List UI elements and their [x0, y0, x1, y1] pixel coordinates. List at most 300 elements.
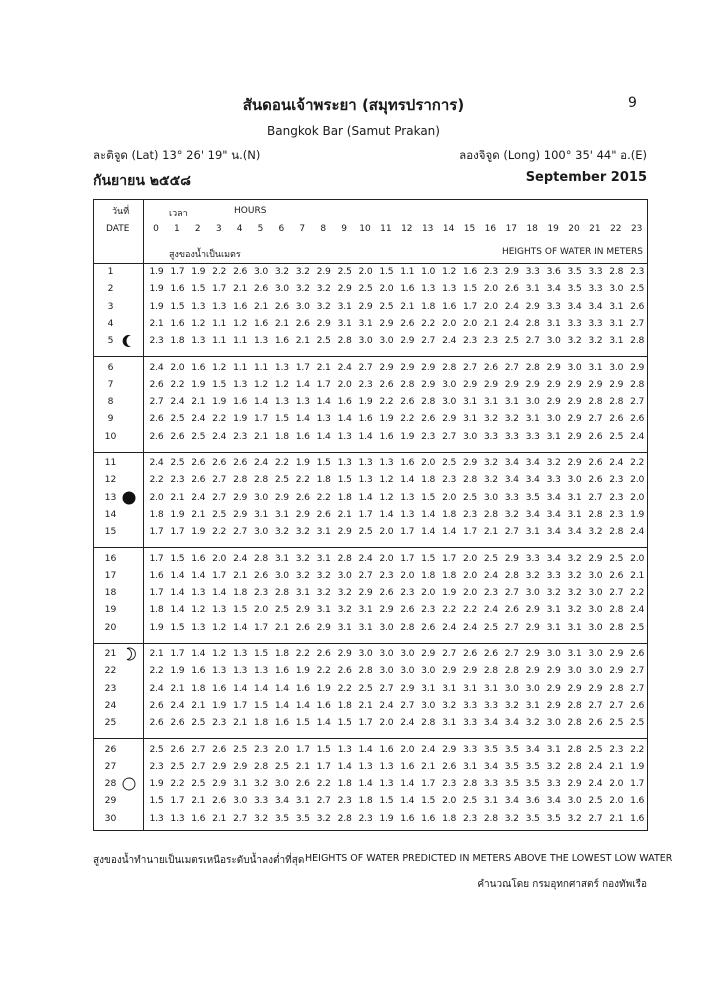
height-cell: 2.8: [525, 361, 540, 373]
height-cell: 2.4: [379, 699, 394, 711]
height-cell: 3.0: [546, 335, 561, 347]
height-cell: 2.2: [630, 743, 645, 755]
height-cell: 2.5: [337, 266, 352, 277]
height-cell: 1.5: [170, 621, 185, 633]
moon-first-quarter-icon: [122, 647, 136, 661]
height-cell: 2.3: [421, 430, 436, 442]
height-cell: 1.7: [400, 552, 415, 564]
height-cell: 2.1: [149, 648, 164, 659]
date-cell: 12: [104, 474, 117, 486]
height-cell: 3.3: [253, 795, 268, 807]
height-cell: 1.3: [191, 621, 206, 633]
height-cell: 1.3: [149, 812, 164, 824]
date-cell: 28: [104, 778, 117, 790]
height-cell: 3.3: [546, 569, 561, 581]
height-cell: 3.0: [253, 526, 268, 538]
height-cell: 2.5: [191, 430, 206, 442]
height-cell: 1.9: [233, 413, 248, 425]
height-cell: 3.2: [546, 457, 561, 468]
height-cell: 1.6: [274, 335, 289, 347]
height-cell: 3.4: [546, 552, 561, 564]
height-cell: 3.2: [504, 413, 519, 425]
height-cell: 1.3: [379, 778, 394, 790]
height-cell: 1.6: [379, 430, 394, 442]
height-cell: 1.5: [274, 413, 289, 425]
height-cell: 2.9: [358, 300, 373, 312]
height-cell: 1.7: [149, 587, 164, 599]
height-cell: 1.7: [170, 795, 185, 807]
height-cell: 3.5: [504, 743, 519, 755]
hour-header: 3: [215, 224, 222, 234]
height-cell: 3.0: [358, 335, 373, 347]
height-cell: 2.4: [421, 743, 436, 755]
height-cell: 1.9: [191, 378, 206, 390]
height-cell: 2.7: [442, 430, 457, 442]
height-cell: 1.5: [170, 300, 185, 312]
height-cell: 2.1: [337, 508, 352, 520]
height-cell: 1.8: [337, 699, 352, 711]
height-cell: 2.4: [170, 396, 185, 408]
hour-header: 17: [505, 224, 518, 234]
height-cell: 1.6: [400, 812, 415, 824]
hour-header: 7: [299, 224, 306, 234]
height-cell: 2.4: [483, 569, 498, 581]
height-cell: 3.2: [588, 526, 603, 538]
height-cell: 2.7: [316, 795, 331, 807]
height-cell: 1.7: [442, 552, 457, 564]
date-cell: 14: [104, 508, 117, 520]
height-cell: 2.3: [358, 812, 373, 824]
height-cell: 2.6: [295, 491, 310, 503]
height-cell: 3.1: [295, 795, 310, 807]
height-cell: 2.5: [609, 552, 624, 564]
height-cell: 3.4: [504, 795, 519, 807]
height-cell: 1.6: [191, 552, 206, 564]
height-cell: 2.9: [295, 604, 310, 616]
height-cell: 2.4: [630, 430, 645, 442]
height-cell: 2.4: [609, 457, 624, 468]
height-cell: 1.8: [191, 682, 206, 694]
height-cell: 2.8: [400, 378, 415, 390]
date-cell: 29: [104, 795, 117, 807]
height-cell: 1.9: [442, 587, 457, 599]
height-cell: 2.9: [588, 682, 603, 694]
height-cell: 2.9: [442, 413, 457, 425]
date-cell: 11: [104, 457, 117, 468]
height-cell: 1.8: [316, 474, 331, 486]
height-cell: 1.3: [337, 430, 352, 442]
height-cell: 2.0: [149, 491, 164, 503]
height-cell: 3.5: [483, 743, 498, 755]
height-cell: 3.4: [483, 760, 498, 772]
height-cell: 2.1: [149, 317, 164, 329]
height-cell: 2.2: [316, 491, 331, 503]
height-cell: 2.3: [337, 795, 352, 807]
height-cell: 2.9: [462, 457, 477, 468]
height-cell: 1.3: [400, 491, 415, 503]
height-cell: 3.1: [316, 604, 331, 616]
height-cell: 1.8: [149, 604, 164, 616]
height-cell: 3.2: [567, 812, 582, 824]
height-cell: 1.4: [316, 430, 331, 442]
height-cell: 1.2: [379, 474, 394, 486]
hour-header: 12: [401, 224, 413, 234]
height-cell: 3.2: [567, 335, 582, 347]
height-cell: 2.5: [274, 474, 289, 486]
height-cell: 2.8: [274, 587, 289, 599]
height-cell: 1.4: [233, 621, 248, 633]
height-cell: 3.0: [609, 361, 624, 373]
height-cell: 3.2: [483, 474, 498, 486]
hour-header: 16: [484, 224, 497, 234]
height-cell: 2.8: [609, 266, 624, 277]
height-cell: 1.4: [274, 699, 289, 711]
height-cell: 3.1: [525, 283, 540, 295]
height-cell: 2.6: [191, 474, 206, 486]
height-cell: 1.8: [358, 795, 373, 807]
height-cell: 3.5: [525, 491, 540, 503]
page-title-english: Bangkok Bar (Samut Prakan): [267, 124, 440, 138]
height-cell: 1.4: [170, 587, 185, 599]
height-cell: 1.4: [295, 378, 310, 390]
height-cell: 3.1: [525, 526, 540, 538]
height-cell: 2.4: [504, 317, 519, 329]
height-cell: 1.4: [337, 413, 352, 425]
height-cell: 3.4: [525, 743, 540, 755]
height-cell: 2.6: [630, 413, 645, 425]
height-cell: 1.6: [358, 413, 373, 425]
height-cell: 2.9: [630, 361, 645, 373]
height-cell: 2.8: [462, 778, 477, 790]
height-cell: 2.2: [630, 457, 645, 468]
height-cell: 1.6: [295, 682, 310, 694]
date-label-english: DATE: [106, 224, 130, 234]
height-cell: 3.2: [295, 283, 310, 295]
height-cell: 2.3: [149, 760, 164, 772]
height-cell: 3.1: [546, 621, 561, 633]
height-cell: 2.4: [212, 430, 227, 442]
height-cell: 3.3: [588, 283, 603, 295]
height-cell: 1.3: [233, 665, 248, 677]
height-cell: 1.3: [379, 457, 394, 468]
height-cell: 1.9: [379, 413, 394, 425]
height-cell: 2.7: [609, 587, 624, 599]
height-cell: 2.9: [567, 682, 582, 694]
height-cell: 2.4: [588, 778, 603, 790]
height-cell: 2.8: [337, 552, 352, 564]
height-cell: 1.5: [379, 266, 394, 277]
height-cell: 3.2: [567, 552, 582, 564]
height-cell: 1.2: [233, 317, 248, 329]
height-cell: 3.2: [295, 526, 310, 538]
height-cell: 1.7: [630, 778, 645, 790]
height-cell: 2.6: [170, 430, 185, 442]
height-cell: 3.2: [337, 604, 352, 616]
height-cell: 2.9: [525, 665, 540, 677]
height-cell: 2.5: [233, 743, 248, 755]
height-cell: 2.9: [483, 378, 498, 390]
height-cell: 1.9: [170, 665, 185, 677]
height-cell: 1.4: [400, 778, 415, 790]
height-cell: 1.3: [253, 665, 268, 677]
height-cell: 1.3: [379, 760, 394, 772]
height-cell: 2.6: [274, 300, 289, 312]
height-cell: 2.6: [400, 317, 415, 329]
height-cell: 3.1: [253, 508, 268, 520]
height-cell: 1.9: [191, 266, 206, 277]
height-cell: 2.7: [588, 699, 603, 711]
height-cell: 1.6: [274, 717, 289, 729]
hour-header: 2: [194, 224, 201, 234]
height-cell: 2.7: [588, 812, 603, 824]
height-cell: 2.6: [483, 361, 498, 373]
height-cell: 1.6: [212, 682, 227, 694]
height-cell: 2.9: [567, 413, 582, 425]
height-cell: 3.6: [546, 266, 561, 277]
height-cell: 1.3: [253, 335, 268, 347]
height-cell: 3.5: [525, 812, 540, 824]
height-cell: 3.2: [546, 587, 561, 599]
height-cell: 2.9: [525, 300, 540, 312]
height-cell: 1.4: [274, 682, 289, 694]
height-cell: 1.5: [421, 491, 436, 503]
height-cell: 2.5: [630, 621, 645, 633]
height-cell: 2.9: [295, 508, 310, 520]
height-cell: 1.7: [316, 760, 331, 772]
height-cell: 2.9: [212, 760, 227, 772]
height-cell: 1.3: [295, 396, 310, 408]
height-cell: 2.9: [525, 378, 540, 390]
height-cell: 1.2: [212, 361, 227, 373]
height-cell: 2.7: [504, 621, 519, 633]
height-cell: 3.3: [504, 430, 519, 442]
height-cell: 2.0: [630, 552, 645, 564]
height-cell: 2.4: [588, 760, 603, 772]
height-cell: 1.0: [421, 266, 436, 277]
hour-header: 9: [341, 224, 347, 234]
height-cell: 2.0: [442, 491, 457, 503]
height-cell: 2.8: [609, 396, 624, 408]
height-cell: 1.4: [253, 682, 268, 694]
height-cell: 2.8: [588, 396, 603, 408]
height-cell: 2.0: [630, 491, 645, 503]
height-cell: 1.7: [253, 413, 268, 425]
height-cell: 2.8: [567, 760, 582, 772]
height-cell: 1.8: [421, 300, 436, 312]
height-cell: 2.9: [421, 648, 436, 659]
hour-header: 13: [421, 224, 434, 234]
height-cell: 3.4: [546, 526, 561, 538]
height-cell: 2.2: [630, 587, 645, 599]
height-cell: 3.4: [567, 526, 582, 538]
height-cell: 1.5: [233, 604, 248, 616]
height-cell: 2.7: [191, 760, 206, 772]
height-cell: 1.3: [400, 508, 415, 520]
height-cell: 1.6: [253, 317, 268, 329]
height-cell: 1.3: [358, 474, 373, 486]
height-cell: 3.1: [525, 413, 540, 425]
height-cell: 2.5: [462, 795, 477, 807]
height-cell: 1.7: [358, 508, 373, 520]
height-cell: 2.3: [212, 717, 227, 729]
height-cell: 3.2: [337, 587, 352, 599]
height-cell: 2.7: [609, 699, 624, 711]
date-cell: 9: [107, 413, 114, 425]
hour-header: 11: [380, 224, 392, 234]
height-cell: 2.0: [442, 795, 457, 807]
height-cell: 2.6: [149, 699, 164, 711]
height-cell: 1.5: [212, 378, 227, 390]
hour-header: 18: [526, 224, 538, 234]
height-cell: 1.2: [442, 266, 457, 277]
height-cell: 3.1: [588, 361, 603, 373]
height-cell: 2.9: [337, 283, 352, 295]
height-cell: 2.0: [483, 300, 498, 312]
height-cell: 3.0: [588, 587, 603, 599]
height-cell: 1.9: [630, 508, 645, 520]
height-cell: 2.2: [170, 378, 185, 390]
height-cell: 2.5: [609, 717, 624, 729]
height-cell: 2.0: [170, 361, 185, 373]
height-cell: 1.9: [400, 430, 415, 442]
height-cell: 3.2: [442, 699, 457, 711]
height-cell: 2.5: [274, 604, 289, 616]
height-cell: 2.9: [442, 743, 457, 755]
height-cell: 1.4: [400, 795, 415, 807]
height-cell: 2.3: [609, 491, 624, 503]
height-cell: 1.7: [253, 621, 268, 633]
tide-table: [93, 199, 648, 831]
moon-full-icon: [122, 777, 136, 791]
date-cell: 3: [107, 300, 114, 312]
height-cell: 2.8: [567, 699, 582, 711]
height-cell: 2.8: [630, 335, 645, 347]
height-cell: 2.7: [358, 569, 373, 581]
height-cell: 2.1: [295, 335, 310, 347]
height-cell: 2.4: [253, 457, 268, 468]
height-cell: 2.2: [462, 604, 477, 616]
height-label-english: HEIGHTS OF WATER IN METERS: [501, 247, 643, 257]
height-cell: 2.6: [379, 587, 394, 599]
height-cell: 2.6: [149, 430, 164, 442]
height-cell: 2.3: [483, 587, 498, 599]
height-cell: 1.4: [421, 508, 436, 520]
height-cell: 3.2: [504, 699, 519, 711]
height-cell: 3.4: [567, 300, 582, 312]
height-cell: 1.9: [295, 665, 310, 677]
height-cell: 2.5: [191, 717, 206, 729]
height-cell: 2.7: [462, 361, 477, 373]
height-cell: 3.0: [379, 665, 394, 677]
height-cell: 2.5: [462, 491, 477, 503]
height-cell: 2.8: [609, 526, 624, 538]
height-cell: 1.6: [149, 569, 164, 581]
date-cell: 16: [104, 552, 117, 564]
height-cell: 1.6: [233, 396, 248, 408]
height-cell: 3.1: [421, 682, 436, 694]
height-cell: 2.7: [233, 526, 248, 538]
height-cell: 3.1: [442, 717, 457, 729]
height-cell: 1.5: [462, 283, 477, 295]
height-cell: 1.3: [358, 760, 373, 772]
height-cell: 3.0: [546, 648, 561, 659]
height-cell: 2.5: [212, 508, 227, 520]
height-cell: 2.6: [295, 317, 310, 329]
height-cell: 2.2: [421, 317, 436, 329]
height-cell: 1.3: [212, 300, 227, 312]
height-cell: 1.5: [253, 699, 268, 711]
height-cell: 3.1: [546, 317, 561, 329]
height-cell: 1.8: [274, 648, 289, 659]
height-cell: 2.1: [233, 283, 248, 295]
height-cell: 1.8: [442, 569, 457, 581]
height-cell: 1.1: [212, 335, 227, 347]
height-cell: 2.5: [170, 457, 185, 468]
height-cell: 2.4: [149, 361, 164, 373]
height-cell: 2.4: [191, 491, 206, 503]
height-cell: 3.2: [316, 569, 331, 581]
height-cell: 3.3: [567, 317, 582, 329]
height-cell: 1.2: [212, 648, 227, 659]
height-cell: 2.9: [525, 621, 540, 633]
height-cell: 1.4: [233, 682, 248, 694]
height-cell: 2.0: [421, 587, 436, 599]
height-cell: 2.0: [609, 795, 624, 807]
height-cell: 2.8: [630, 378, 645, 390]
height-cell: 2.9: [337, 648, 352, 659]
credit-line: คำนวณโดย กรมอุทกศาสตร์ กองทัพเรือ: [477, 879, 647, 890]
height-cell: 1.8: [233, 587, 248, 599]
height-cell: 2.6: [212, 743, 227, 755]
height-cell: 2.9: [400, 335, 415, 347]
height-cell: 2.3: [462, 812, 477, 824]
height-cell: 2.9: [462, 378, 477, 390]
height-cell: 2.0: [421, 457, 436, 468]
height-cell: 1.3: [191, 300, 206, 312]
height-cell: 3.0: [442, 378, 457, 390]
height-cell: 1.9: [358, 396, 373, 408]
height-cell: 2.5: [358, 283, 373, 295]
height-cell: 2.8: [567, 717, 582, 729]
hour-header: 4: [236, 224, 243, 234]
height-cell: 1.6: [274, 665, 289, 677]
height-cell: 1.5: [149, 795, 164, 807]
height-cell: 1.6: [379, 743, 394, 755]
height-cell: 2.3: [442, 778, 457, 790]
height-cell: 1.4: [212, 587, 227, 599]
height-cell: 3.1: [316, 552, 331, 564]
height-cell: 2.1: [170, 491, 185, 503]
height-cell: 2.5: [630, 283, 645, 295]
height-cell: 3.3: [483, 699, 498, 711]
height-cell: 1.4: [170, 604, 185, 616]
height-cell: 1.9: [295, 457, 310, 468]
height-cell: 2.1: [253, 430, 268, 442]
height-cell: 1.7: [233, 699, 248, 711]
height-cell: 3.2: [525, 717, 540, 729]
height-cell: 3.2: [253, 778, 268, 790]
date-cell: 24: [104, 699, 117, 711]
height-cell: 2.4: [233, 552, 248, 564]
height-cell: 2.0: [274, 743, 289, 755]
height-cell: 2.7: [149, 396, 164, 408]
hour-header: 23: [630, 224, 643, 234]
height-cell: 2.9: [233, 760, 248, 772]
height-cell: 1.8: [421, 474, 436, 486]
height-cell: 3.0: [546, 413, 561, 425]
height-cell: 1.6: [400, 457, 415, 468]
height-cell: 3.1: [609, 317, 624, 329]
